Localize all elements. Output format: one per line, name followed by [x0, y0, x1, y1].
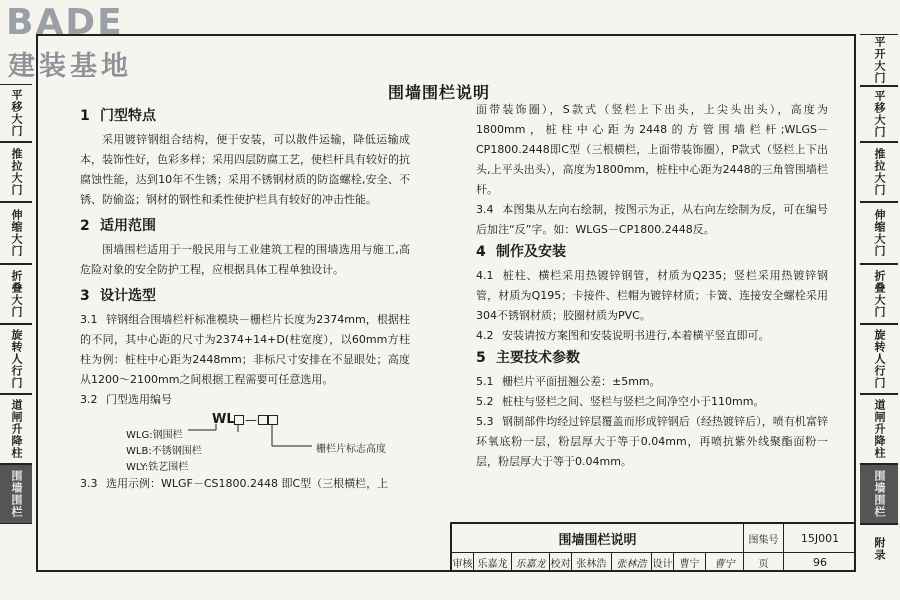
designer-signature: 曹宁	[706, 552, 744, 572]
left-tab-strip	[0, 34, 34, 572]
para-3-2-number: 3.2	[80, 393, 98, 406]
legend-wlb: WLB:不锈钢围栏	[126, 446, 202, 457]
left-tab-daozha[interactable]: 道闸升降柱	[0, 394, 32, 464]
para-5-2	[476, 392, 828, 412]
para-3-1-text: 锌钢组合围墙栏杆标准模块－栅栏片长度为2374mm，根据柱的不同，其中心距的尺寸为2374+14+D(柱宽度），以60mm方柱柱为例：桩柱中心距为2448mm；非标尺寸安排在不显眼处；高度从1200～2100mm之间根据工程需要可任意选用。	[80, 313, 410, 386]
para-5-1-text: 栅栏片平面扭翘公差：±5mm。	[502, 375, 661, 388]
tab-shensuo[interactable]: 伸缩大门	[860, 202, 898, 264]
para-4-1	[476, 266, 828, 326]
tab-zhedie[interactable]: 折叠大门	[860, 264, 898, 324]
section-1-body: 采用镀锌钢组合结构，便于安装，可以散件运输，降低运输成本，装饰性好，色彩多样；采用四层防腐工艺，使栏杆具有较好的抗腐蚀性能，达到10年不生锈；采用不锈钢材质的防盗螺栓,安全、不锈、防偷盗；钢材的钢性和柔性使护栏具有较好的冲击性能。	[80, 133, 410, 206]
reviewer-signature: 乐嘉龙	[512, 552, 550, 572]
para-3-3-number: 3.3	[80, 477, 98, 490]
height-label: 栅栏片标志高度	[316, 444, 386, 455]
left-column	[80, 104, 410, 494]
tab-daozha[interactable]: 道闸升降柱	[860, 394, 898, 464]
tab-xuanzhuan[interactable]: 旋转人行门	[860, 324, 898, 394]
code-diagram	[116, 410, 410, 474]
para-5-3	[476, 412, 828, 472]
code-legend	[126, 428, 202, 476]
para-4-1-text: 桩柱、横栏采用热镀锌钢管，材质为Q235；竖栏采用热镀锌钢管，材质为Q195；卡接件、栏帽为镀锌材质；卡簧、连接安全螺栓采用304不锈钢材质；胶圈材质为PVC。	[476, 269, 828, 322]
tab-weiqiang[interactable]: 围墙围栏	[860, 464, 898, 524]
tab-tuila[interactable]: 推拉大门	[860, 142, 898, 202]
left-tab-pingyi[interactable]: 平移大门	[0, 84, 32, 142]
reviewer-name: 乐嘉龙	[474, 552, 512, 572]
para-3-3-cont-text: 面带装饰圈），S款式（竖栏上下出头，上尖头出头），高度为1800mm，桩柱中心距为2448的方管围墙栏杆;WLGS－CP1800.2448即C型（三根横栏，上面带装饰圈），P款式（竖栏上下出头,上平头出头），高度为1800mm，桩柱中心距为2448的三角管围墙栏杆。	[476, 103, 828, 196]
tab-pingyi[interactable]: 平移大门	[860, 86, 898, 142]
title-block-row-1	[452, 524, 856, 553]
section-2-title: 适用范围	[100, 218, 156, 234]
para-3-2	[80, 390, 410, 410]
section-1-number: 1	[80, 108, 90, 124]
para-5-2-number: 5.2	[476, 395, 494, 408]
para-4-2	[476, 326, 828, 346]
left-tab-weiqiang[interactable]: 围墙围栏	[0, 464, 32, 524]
para-5-1-number: 5.1	[476, 375, 494, 388]
para-3-3-text: 选用示例：WLGF－CS1800.2448 即C型（三根横栏，上	[106, 477, 389, 490]
title-block-row-2	[452, 552, 856, 572]
review-label: 审核	[452, 552, 474, 572]
check-label: 校对	[550, 552, 572, 572]
section-5-number: 5	[476, 350, 486, 366]
para-3-1	[80, 310, 410, 390]
legend-wlg: WLG:钢围栏	[126, 430, 183, 441]
checker-signature: 张林浩	[612, 552, 652, 572]
section-2-body: 围墙围栏适用于一般民用与工业建筑工程的围墙选用与施工,高危险对象的安全防护工程，应根据具体工程单独设计。	[80, 243, 410, 276]
tab-pingkai[interactable]: 平开大门	[860, 34, 898, 86]
left-tab-shensuo[interactable]: 伸缩大门	[0, 202, 32, 264]
section-4-number: 4	[476, 244, 486, 260]
right-column-top	[476, 100, 828, 240]
section-5-heading	[476, 348, 828, 368]
section-4-heading	[476, 242, 828, 262]
para-3-1-number: 3.1	[80, 313, 98, 326]
para-3-3-cont	[476, 100, 828, 200]
logo-brand: BADE	[6, 2, 124, 43]
para-4-2-number: 4.2	[476, 329, 494, 342]
tab-fulu[interactable]: 附录	[860, 524, 898, 572]
para-3-3	[80, 474, 410, 494]
drawing-name: 围墙围栏说明	[452, 524, 744, 552]
section-1-title: 门型特点	[100, 108, 156, 124]
page-number: 96	[813, 555, 827, 569]
title-block	[450, 522, 856, 572]
section-2-number: 2	[80, 218, 90, 234]
para-4-2-text: 安装请按方案图和安装说明书进行,本着横平竖直即可。	[502, 329, 770, 342]
section-3-heading	[80, 286, 410, 306]
section-3-title: 设计选型	[100, 288, 156, 304]
right-tab-strip	[860, 34, 898, 572]
para-3-4-number: 3.4	[476, 203, 494, 216]
para-5-2-text: 桩柱与竖栏之间、竖栏与竖栏之间净空小于110mm。	[502, 395, 765, 408]
left-tab-zhedie[interactable]: 折叠大门	[0, 264, 32, 324]
left-tab-xuanzhuan[interactable]: 旋转人行门	[0, 324, 32, 394]
section-2-heading	[80, 216, 410, 236]
para-5-3-number: 5.3	[476, 415, 494, 428]
page-title: 围墙围栏说明	[388, 83, 491, 102]
para-5-1	[476, 372, 828, 392]
para-4-1-number: 4.1	[476, 269, 494, 282]
code-dash: —	[245, 413, 257, 427]
section-1-heading	[80, 106, 410, 126]
atlas-label: 图集号	[744, 524, 784, 552]
section-5-title: 主要技术参数	[496, 350, 580, 366]
para-3-2-text: 门型选用编号	[106, 393, 172, 406]
code-prefix: WL	[212, 412, 235, 427]
left-tab-tuila[interactable]: 推拉大门	[0, 142, 32, 202]
para-5-3-text: 钢制部件均经过锌层覆盖而形成锌钢后（经热镀锌后），喷有机富锌环氧底粉一层，粉层厚大于等于0.04mm，再喷抗紫外线聚酯面粉一层，粉层厚大于等于0.04mm。	[476, 415, 828, 468]
section-4-title: 制作及安装	[496, 244, 566, 260]
page-label: 页	[744, 552, 784, 572]
atlas-number: 15J001	[800, 531, 840, 545]
checker-name: 张林浩	[572, 552, 612, 572]
section-3-number: 3	[80, 288, 90, 304]
design-label: 设计	[652, 552, 674, 572]
para-3-4-text: 本图集从左向右绘制，按图示为正，从右向左绘制为反，可在编号后加注“反”字。如：WLGS－CP1800.2448反。	[476, 203, 828, 236]
para-3-4	[476, 200, 828, 240]
legend-wly: WLY:铁艺围栏	[126, 462, 189, 473]
logo-chinese: 建装基地	[8, 51, 132, 82]
designer-name: 曹宁	[674, 552, 706, 572]
